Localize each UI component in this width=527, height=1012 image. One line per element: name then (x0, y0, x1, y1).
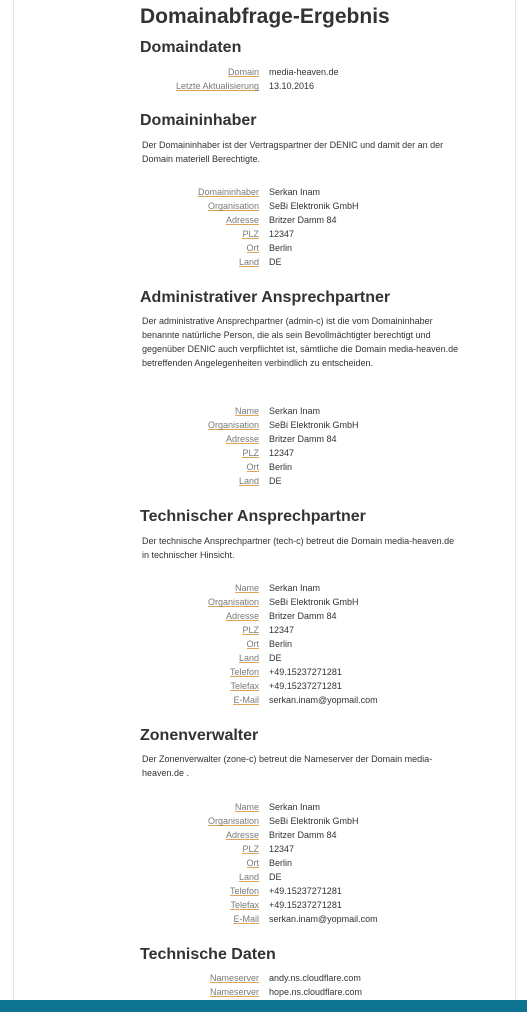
kv-row (0, 623, 527, 637)
field-label[interactable]: Organisation (207, 816, 259, 826)
domaininhaber-table (0, 185, 527, 269)
section-title-domaininhaber: Domaininhaber (140, 112, 257, 129)
kv-row (0, 446, 527, 460)
field-value: Serkan Inam (269, 583, 321, 593)
field-label[interactable]: Name (234, 802, 259, 812)
field-value: DE (269, 872, 282, 882)
field-label[interactable]: E-Mail (233, 914, 259, 924)
field-value: Serkan Inam (269, 802, 321, 812)
section-description: Der Zonenverwalter (zone-c) betreut die Nameserver der Domain media-heaven.de . (142, 754, 433, 778)
kv-row (0, 227, 527, 241)
field-value: SeBi Elektronik GmbH (269, 816, 359, 826)
field-value: Britzer Damm 84 (269, 830, 337, 840)
field-value: andy.ns.cloudflare.com (269, 973, 361, 983)
field-label[interactable]: Telefax (230, 900, 259, 910)
kv-row (0, 814, 527, 828)
field-label[interactable]: Ort (246, 858, 259, 868)
field-label[interactable]: PLZ (242, 844, 259, 854)
field-label[interactable]: Telefon (229, 886, 259, 896)
kv-row (0, 828, 527, 842)
kv-row (0, 418, 527, 432)
field-value: +49.15237271281 (269, 681, 342, 691)
field-value: 12347 (269, 229, 295, 239)
field-label[interactable]: Name (234, 406, 259, 416)
field-value: +49.15237271281 (269, 900, 342, 910)
field-value: Britzer Damm 84 (269, 611, 337, 621)
field-label[interactable]: Organisation (207, 597, 259, 607)
domaindaten-table (0, 65, 527, 93)
field-value: SeBi Elektronik GmbH (269, 420, 359, 430)
field-label[interactable]: Organisation (207, 420, 259, 430)
field-value: Serkan Inam (269, 187, 321, 197)
field-value: DE (269, 476, 282, 486)
kv-row (0, 898, 527, 912)
field-value: +49.15237271281 (269, 886, 342, 896)
kv-row (0, 595, 527, 609)
field-label[interactable]: PLZ (242, 229, 259, 239)
field-label[interactable]: PLZ (242, 448, 259, 458)
field-label[interactable]: Adresse (225, 830, 259, 840)
field-value: DE (269, 257, 282, 267)
field-label[interactable]: Land (238, 476, 259, 486)
kv-row (0, 971, 527, 985)
field-value: hope.ns.cloudflare.com (269, 987, 363, 997)
kv-row (0, 213, 527, 227)
field-label[interactable]: Name (234, 583, 259, 593)
field-value: SeBi Elektronik GmbH (269, 597, 359, 607)
kv-row (0, 404, 527, 418)
kv-row (0, 884, 527, 898)
field-label[interactable]: Land (238, 257, 259, 267)
field-value: Britzer Damm 84 (269, 434, 337, 444)
field-value: 13.10.2016 (269, 81, 315, 91)
field-label[interactable]: Telefax (230, 681, 259, 691)
field-label[interactable]: Nameserver (209, 973, 259, 983)
field-label[interactable]: Land (238, 653, 259, 663)
field-value: 12347 (269, 625, 295, 635)
kv-row (0, 255, 527, 269)
field-label[interactable]: E-Mail (233, 695, 259, 705)
kv-row (0, 609, 527, 623)
field-label[interactable]: Adresse (225, 434, 259, 444)
kv-row (0, 65, 527, 79)
field-label[interactable]: Domaininhaber (197, 187, 259, 197)
kv-row (0, 856, 527, 870)
field-label[interactable]: Domain (227, 67, 259, 77)
field-value: Berlin (269, 639, 293, 649)
field-value: DE (269, 653, 282, 663)
field-value: Berlin (269, 243, 293, 253)
kv-row (0, 842, 527, 856)
section-title-technische-daten: Technische Daten (140, 946, 276, 963)
kv-row (0, 474, 527, 488)
field-label[interactable]: PLZ (242, 625, 259, 635)
kv-row (0, 581, 527, 595)
zone-c-table (0, 800, 527, 926)
field-label[interactable]: Ort (246, 243, 259, 253)
section-description: Der administrative Ansprechpartner (admin-c) ist die vom Domaininhaber benannte natürliche Person, die als sein Bevollmächtigter berechtigt und gegenüber DENIC auch verpflichtet ist, sämtliche die Domain media-heaven.de betreffenden Angelegenheiten verbindlich zu entscheiden. (142, 316, 459, 368)
field-value: Berlin (269, 462, 293, 472)
field-value: serkan.inam@yopmail.com (269, 914, 378, 924)
kv-row (0, 985, 527, 999)
section-title-domaindaten: Domaindaten (140, 39, 242, 56)
field-value: media-heaven.de (269, 67, 339, 77)
field-label[interactable]: Adresse (225, 611, 259, 621)
field-label[interactable]: Letzte Aktualisierung (175, 81, 259, 91)
kv-row (0, 912, 527, 926)
field-value: SeBi Elektronik GmbH (269, 201, 359, 211)
kv-row (0, 800, 527, 814)
footer-bar (0, 1000, 527, 1012)
kv-row (0, 665, 527, 679)
field-label[interactable]: Ort (246, 462, 259, 472)
field-value: +49.15237271281 (269, 667, 342, 677)
section-title-zone-c: Zonenverwalter (140, 727, 259, 744)
admin-c-table (0, 404, 527, 488)
technische-daten-table (0, 971, 527, 999)
kv-row (0, 199, 527, 213)
section-title-admin-c: Administrativer Ansprechpartner (140, 289, 391, 306)
kv-row (0, 679, 527, 693)
kv-row (0, 637, 527, 651)
field-label[interactable]: Land (238, 872, 259, 882)
kv-row (0, 185, 527, 199)
field-label[interactable]: Ort (246, 639, 259, 649)
kv-row (0, 693, 527, 707)
kv-row (0, 241, 527, 255)
field-label[interactable]: Nameserver (209, 987, 259, 997)
field-value: Serkan Inam (269, 406, 321, 416)
kv-row (0, 79, 527, 93)
section-title-tech-c: Technischer Ansprechpartner (140, 508, 366, 525)
field-label[interactable]: Organisation (207, 201, 259, 211)
page-title: Domainabfrage-Ergebnis (140, 5, 390, 28)
section-description: Der Domaininhaber ist der Vertragspartner der DENIC und damit der an der Domain materiell Berechtigte. (142, 140, 444, 164)
kv-row (0, 870, 527, 884)
kv-row (0, 651, 527, 665)
tech-c-table (0, 581, 527, 707)
field-label[interactable]: Adresse (225, 215, 259, 225)
kv-row (0, 432, 527, 446)
field-value: Berlin (269, 858, 293, 868)
section-description: Der technische Ansprechpartner (tech-c) betreut die Domain media-heaven.de in technischer Hinsicht. (142, 536, 455, 560)
field-value: 12347 (269, 448, 295, 458)
field-value: Britzer Damm 84 (269, 215, 337, 225)
field-value: 12347 (269, 844, 295, 854)
field-value: serkan.inam@yopmail.com (269, 695, 378, 705)
field-label[interactable]: Telefon (229, 667, 259, 677)
kv-row (0, 460, 527, 474)
